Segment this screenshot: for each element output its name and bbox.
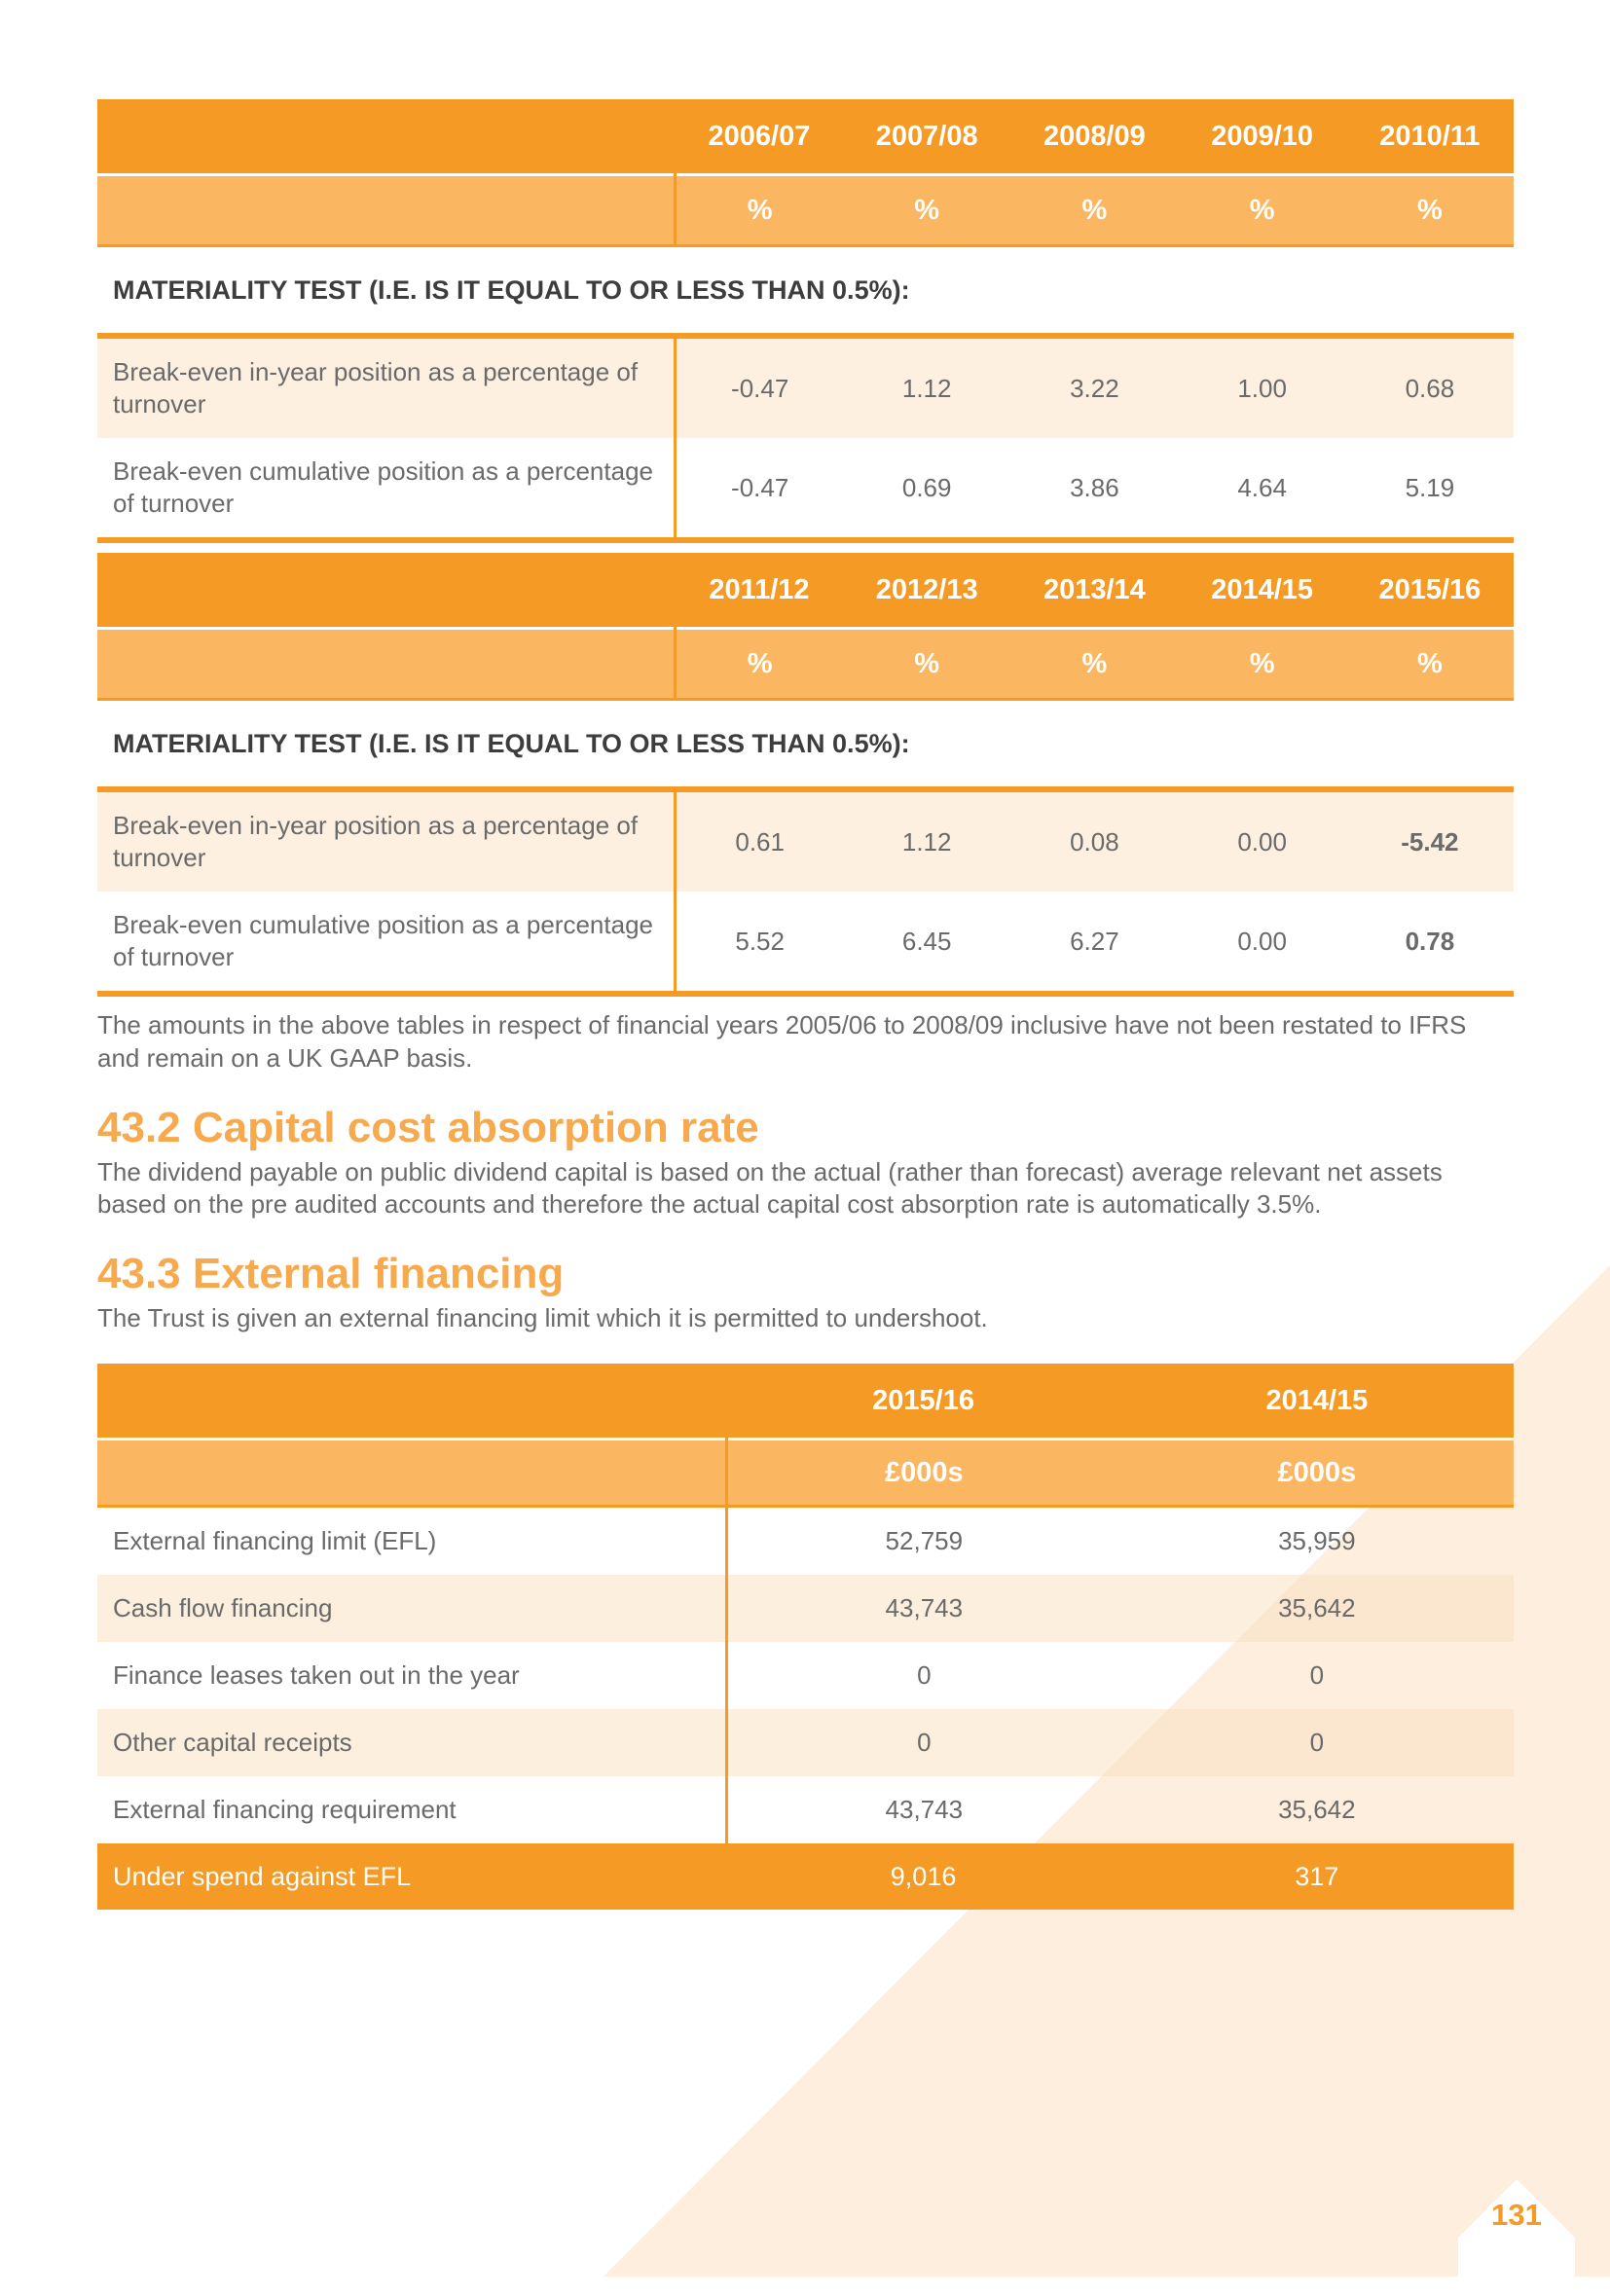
unit-header: £000s [1120,1440,1514,1507]
unit-header-row [97,1440,1514,1507]
year-header: 2010/11 [1346,99,1514,175]
table-cell: 0.00 [1179,892,1346,994]
table-row [97,892,1514,994]
table-cell: 6.45 [843,892,1010,994]
table-cell: 3.22 [1010,336,1178,438]
materiality-row [97,246,1514,337]
table-cell: 0 [1120,1709,1514,1776]
row-label: Other capital receipts [97,1709,726,1776]
table-cell: 5.52 [676,892,843,994]
table-row [97,336,1514,438]
year-header: 2007/08 [843,99,1010,175]
year-header: 2014/15 [1120,1364,1514,1440]
year-header: 2008/09 [1010,99,1178,175]
table-cell: 5.19 [1346,438,1514,540]
table-row [97,1642,1514,1709]
table-row [97,1776,1514,1843]
table-cell: 1.00 [1179,336,1346,438]
unit-header: % [1179,175,1346,246]
unit-header: % [1179,629,1346,700]
year-header-row [97,99,1514,175]
row-label: Break-even in-year position as a percentage of turnover [97,336,676,438]
year-header-row [97,553,1514,629]
unit-header: £000s [726,1440,1119,1507]
table-cell: 0.61 [676,789,843,892]
table-cell: 1.12 [843,789,1010,892]
table-cell: 6.27 [1010,892,1178,994]
materiality-heading: MATERIALITY TEST (I.E. IS IT EQUAL TO OR LESS THAN 0.5%): [113,728,910,758]
year-header: 2014/15 [1179,553,1346,629]
header-empty-cell [97,553,676,629]
table-cell: 43,743 [726,1575,1119,1642]
table-cell: 4.64 [1179,438,1346,540]
total-row [97,1843,1514,1910]
table-row [97,1709,1514,1776]
year-header: 2012/13 [843,553,1010,629]
unit-header-row [97,175,1514,246]
unit-header: % [676,175,843,246]
section-heading-43-3: 43.3 External financing [97,1250,565,1297]
year-header: 2011/12 [676,553,843,629]
unit-header: % [1010,629,1178,700]
unit-header: % [1010,175,1178,246]
table-row [97,1507,1514,1576]
header-empty-cell [97,99,676,175]
row-label: Finance leases taken out in the year [97,1642,726,1709]
table-cell: 43,743 [885,1795,964,1824]
breakeven-table-2011-2016 [97,553,1514,997]
row-label: External financing requirement [97,1776,726,1843]
table-cell-highlight: -5.42 [1346,789,1514,892]
unit-header: % [843,175,1010,246]
year-header: 2006/07 [676,99,843,175]
year-header: 2015/16 [1346,553,1514,629]
table-cell-highlight: 0.78 [1346,892,1514,994]
table-cell: 0.08 [1010,789,1178,892]
unit-empty-cell [97,175,676,246]
materiality-row [97,700,1514,790]
header-empty-cell [97,1364,726,1440]
unit-header: % [676,629,843,700]
total-cell: 317 [1120,1843,1514,1910]
table-cell: 35,642 [1120,1575,1514,1642]
table-cell: -0.47 [676,438,843,540]
unit-header: % [843,629,1010,700]
page-number-text: 131 [1491,2198,1542,2232]
table-cell: 0.68 [1346,336,1514,438]
breakeven-table-2006-2011 [97,99,1514,543]
table-cell: 0 [917,1660,932,1690]
year-header: 2015/16 [726,1364,1119,1440]
row-label: Break-even cumulative position as a percentage of turnover [97,892,676,994]
year-header: 2009/10 [1179,99,1346,175]
materiality-heading: MATERIALITY TEST (I.E. IS IT EQUAL TO OR LESS THAN 0.5%): [113,274,910,305]
unit-header-row [97,629,1514,700]
table-cell: 0.69 [843,438,1010,540]
table-cell: 1.12 [843,336,1010,438]
total-cell: 9,016 [726,1843,1119,1910]
row-label: Break-even cumulative position as a percentage of turnover [97,438,676,540]
row-label: Break-even in-year position as a percentage of turnover [97,789,676,892]
year-header: 2013/14 [1010,553,1178,629]
table-cell: 0.00 [1179,789,1346,892]
page-number [1458,2179,1575,2277]
table-row [97,789,1514,892]
gaap-note: The amounts in the above tables in respect of financial years 2005/06 to 2008/09 inclusive have not been restated to IFRS and remain on a UK GAAP basis. [97,1010,1467,1073]
row-label: Cash flow financing [97,1575,726,1642]
unit-header: % [1346,629,1514,700]
table-cell: 0 [726,1709,1119,1776]
section-heading-43-2: 43.2 Capital cost absorption rate [97,1104,759,1151]
table-row [97,438,1514,540]
table-cell: -0.47 [676,336,843,438]
table-cell: 52,759 [885,1526,964,1555]
page-content [97,99,1514,1910]
table-cell: 35,959 [1278,1526,1356,1555]
unit-empty-cell [97,1440,726,1507]
table-row [97,1575,1514,1642]
table-cell: 3.86 [1010,438,1178,540]
total-label: Under spend against EFL [97,1843,726,1910]
row-label: External financing limit (EFL) [97,1507,726,1576]
external-financing-table [97,1364,1514,1910]
unit-empty-cell [97,629,676,700]
section-body-43-2: The dividend payable on public dividend capital is based on the actual (rather than forecast) average relevant net assets based on the pre audited accounts and therefore the actual capital cost absorption rate is automatically 3.5%. [97,1157,1443,1219]
section-body-43-3: The Trust is given an external financing limit which it is permitted to undershoot. [97,1303,988,1332]
table-cell: 35,642 [1278,1795,1356,1824]
year-header-row [97,1364,1514,1440]
table-cell: 0 [1309,1660,1325,1690]
page-number-badge [1458,2179,1575,2296]
unit-header: % [1346,175,1514,246]
